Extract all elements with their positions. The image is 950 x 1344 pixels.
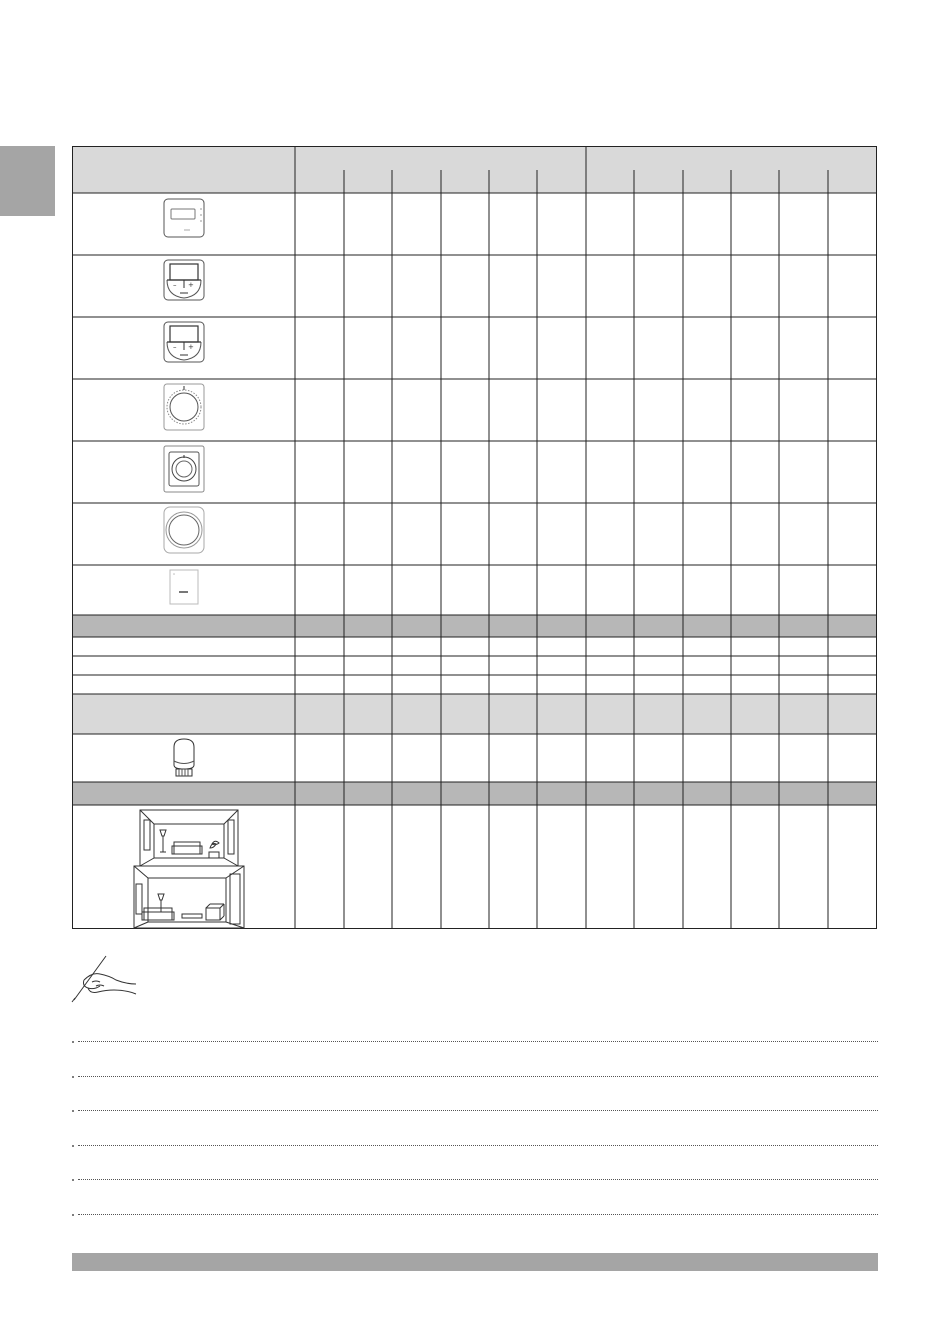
compatibility-table xyxy=(72,146,877,929)
receiver-unit-icon xyxy=(170,570,198,604)
hand-writing-icon xyxy=(70,950,140,1005)
note-line[interactable] xyxy=(78,1110,878,1111)
programmable-thermostat-icon xyxy=(164,199,204,237)
dial-thermostat-icon xyxy=(164,384,204,430)
note-line[interactable] xyxy=(78,1214,878,1215)
note-dot xyxy=(72,1214,74,1216)
column-lines xyxy=(295,146,828,929)
section-band-3 xyxy=(72,782,877,805)
digital-thermostat-icon xyxy=(164,260,204,300)
note-dot xyxy=(72,1145,74,1147)
svg-text:–: – xyxy=(173,343,177,351)
note-dot xyxy=(72,1076,74,1078)
digital-thermostat-icon xyxy=(164,322,204,362)
section-band-2 xyxy=(72,694,877,734)
note-line[interactable] xyxy=(78,1076,878,1077)
round-dial-thermostat-icon xyxy=(164,507,204,553)
note-line[interactable] xyxy=(78,1145,878,1146)
svg-text:+: + xyxy=(188,281,194,289)
note-line[interactable] xyxy=(78,1179,878,1180)
svg-text:–: – xyxy=(173,281,177,289)
square-dial-thermostat-icon xyxy=(164,446,204,492)
actuator-icon xyxy=(174,739,194,776)
house-cutaway-icon xyxy=(134,810,244,928)
table-header xyxy=(72,146,877,193)
section-band-1 xyxy=(72,615,877,637)
note-dot xyxy=(72,1041,74,1043)
note-line[interactable] xyxy=(78,1041,878,1042)
note-dot xyxy=(72,1110,74,1112)
svg-text:+: + xyxy=(188,343,194,351)
side-tab xyxy=(0,146,55,216)
footer-bar xyxy=(72,1253,878,1271)
table-grid xyxy=(72,146,877,929)
note-dot xyxy=(72,1179,74,1181)
